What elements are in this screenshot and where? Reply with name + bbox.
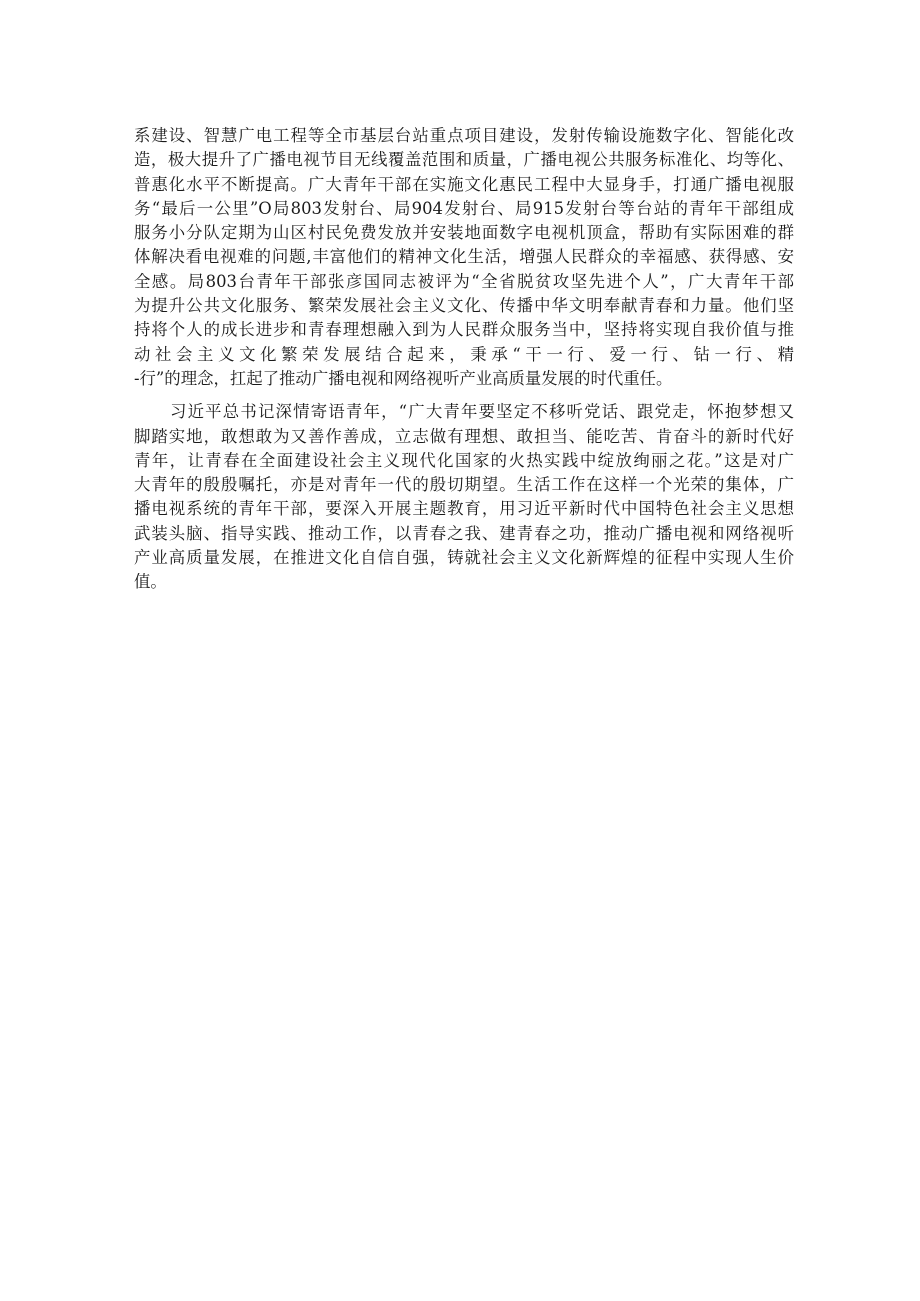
paragraph-2 (134, 400, 794, 594)
text-line: 造，极大提升了广播电视节目无线覆盖范围和质量，广播电视公共服务标准化、均等化、 (134, 150, 794, 170)
text-line: 大青年的殷殷嘱托，亦是对青年一代的殷切期望。生活工作在这样一个光荣的集体，广 (134, 475, 794, 495)
text-line: 为提升公共文化服务、繁荣发展社会主义文化、传播中华文明奉献青春和力量。他们坚 (134, 296, 794, 316)
paragraph-1 (134, 124, 794, 391)
text-line: 脚踏实地，敢想敢为又善作善成，立志做有理想、敢担当、能吃苦、肯奋斗的新时代好 (134, 426, 794, 446)
text-line: 普惠化水平不断提高。广大青年干部在实施文化惠民工程中大显身手，打通广播电视服 (134, 174, 794, 194)
text-line: 青年，让青春在全面建设社会主义现代化国家的火热实践中绽放绚丽之花。”这是对广 (134, 450, 794, 470)
text-line: -行”的理念，扛起了推动广播电视和网络视听产业高质量发展的时代重任。 (134, 368, 673, 388)
text-line: 产业高质量发展，在推进文化自信自强，铸就社会主义文化新辉煌的征程中实现人生价 (134, 548, 794, 568)
text-line: 体解决看电视难的问题,丰富他们的精神文化生活，增强人民群众的幸福感、获得感、安 (134, 247, 794, 267)
text-line: 务“最后一公里”O局803发射台、局904发射台、局915发射台等台站的青年干部组成 (134, 198, 794, 218)
text-line: 动社会主义文化繁荣发展结合起来，秉承“干一行、爱一行、钻一行、精 (134, 344, 794, 364)
text-line: 值。 (134, 572, 167, 592)
text-line: 习近平总书记深情寄语青年，“广大青年要坚定不移听党话、跟党走，怀抱梦想又 (170, 402, 794, 422)
text-line: 持将个人的成长进步和青春理想融入到为人民群众服务当中，坚持将实现自我价值与推 (134, 320, 794, 340)
text-line: 服务小分队定期为山区村民免费发放并安装地面数字电视机顶盒，帮助有实际困难的群 (134, 223, 794, 243)
text-line: 武装头脑、指导实践、推动工作，以青春之我、建青春之功，推动广播电视和网络视听 (134, 523, 794, 543)
text-line: 播电视系统的青年干部，要深入开展主题教育，用习近平新时代中国特色社会主义思想 (134, 499, 794, 519)
document-body (134, 124, 794, 595)
text-line: 全感。局803台青年干部张彦国同志被评为“全省脱贫攻坚先进个人”，广大青年干部 (134, 271, 794, 291)
text-line: 系建设、智慧广电工程等全市基层台站重点项目建设，发射传输设施数字化、智能化改 (134, 126, 794, 145)
